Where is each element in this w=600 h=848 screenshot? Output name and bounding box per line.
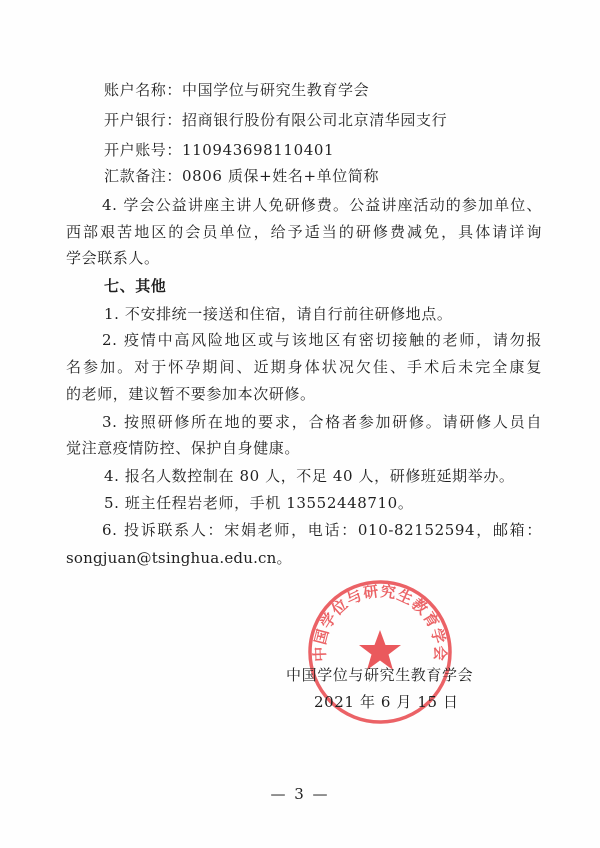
page-number: — 3 —: [270, 785, 330, 803]
item4-line2: 西部艰苦地区的会员单位，给予适当的研修费减免，具体请详询: [66, 223, 542, 241]
other-item6-line2: songjuan@tsinghua.edu.cn。: [66, 549, 292, 567]
other-item3-line1: 3. 按照研修所在地的要求，合格者参加研修。请研修人员自: [102, 413, 542, 431]
other-item3-line2: 觉注意疫情防控、保护自身健康。: [66, 439, 301, 457]
other-item2-line3: 的老师，建议暂不要参加本次研修。: [66, 385, 316, 403]
signature-date: 2021 年 6 月 15 日: [314, 693, 459, 711]
item4-line3: 学会联系人。: [66, 249, 160, 267]
other-item2-line2: 名参加。对于怀孕期间、近期身体状况欠佳、手术后未完全康复: [66, 358, 542, 376]
other-item4: 4. 报名人数控制在 80 人，不足 40 人，研修班延期举办。: [104, 467, 515, 485]
section-heading-other: 七、其他: [104, 277, 167, 295]
seal-text: 中国学位与研究生教育学会: [310, 582, 450, 663]
bank-name-line: 开户银行：招商银行股份有限公司北京清华园支行: [104, 111, 448, 129]
other-item2-line1: 2. 疫情中高风险地区或与该地区有密切接触的老师，请勿报: [102, 331, 542, 349]
account-name-line: 账户名称：中国学位与研究生教育学会: [104, 81, 370, 99]
account-number-line: 开户账号：110943698110401: [104, 141, 335, 159]
remittance-remark-line: 汇款备注：0806 质保+姓名+单位简称: [104, 167, 380, 185]
other-item5: 5. 班主任程岩老师，手机 13552448710。: [104, 494, 414, 512]
seal-star-icon: [359, 630, 401, 670]
signature-organization: 中国学位与研究生教育学会: [286, 666, 474, 684]
item4-line1: 4. 学会公益讲座主讲人免研修费。公益讲座活动的参加单位、: [102, 196, 542, 214]
other-item1: 1. 不安排统一接送和住宿，请自行前往研修地点。: [104, 305, 453, 323]
other-item6-line1: 6. 投诉联系人：宋娟老师，电话：010-82152594，邮箱：: [102, 521, 542, 539]
